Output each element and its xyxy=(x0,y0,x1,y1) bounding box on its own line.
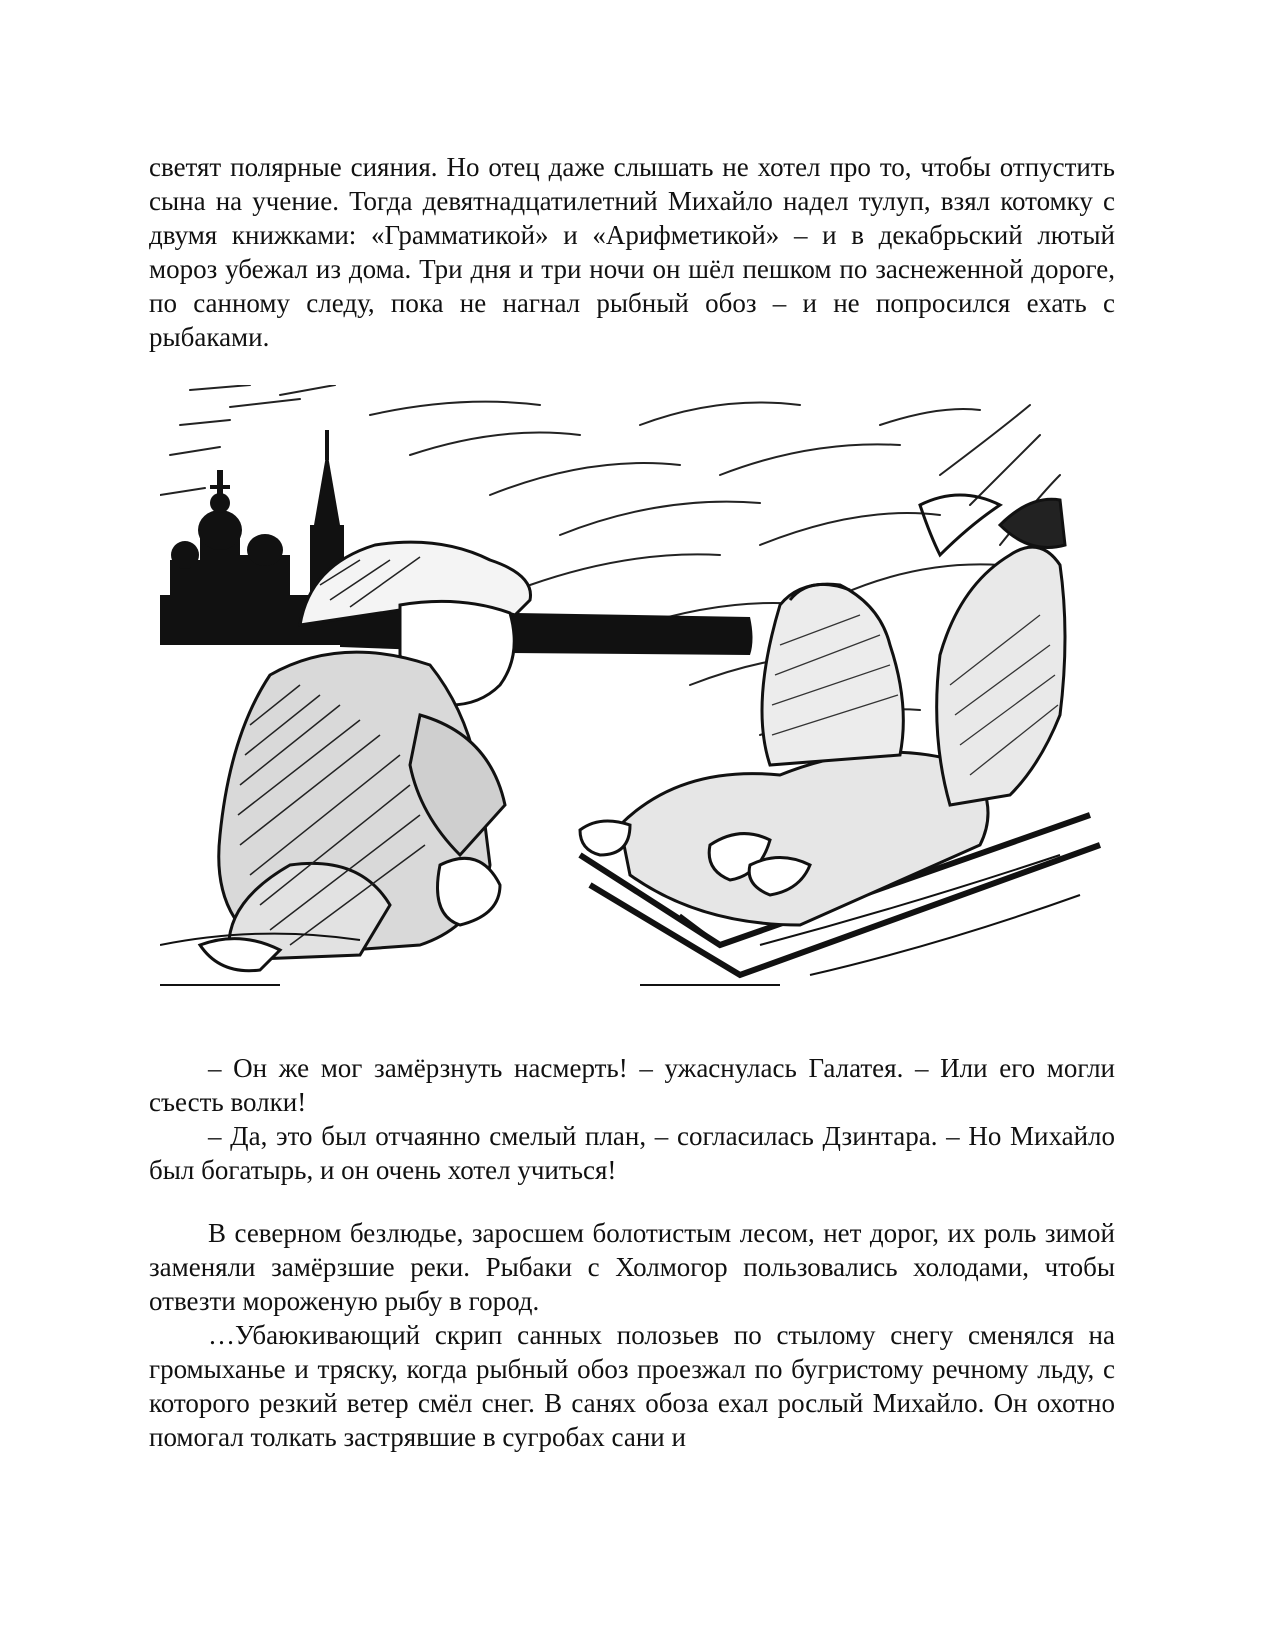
dialogue-line-1: – Он же мог замёрзнуть насмерть! – ужаснулась Галатея. – Или его могли съесть волки! xyxy=(149,1053,1115,1117)
paragraph-top-1: светят полярные сияния. Но отец даже слышать не хотел про то, чтобы отпустить сына на учение. Тогда девятнадцатилетний Михайло надел тулуп, взял котомку с двумя книжками: «Грамматикой» и «Арифметикой» – и в декабрьский лютый мороз убежал из дома. Три дня и три ночи он шёл пешком по заснеженной дороге, по санному следу, пока не нагнал рыбный обоз – и не попросился ехать с рыбаками. xyxy=(149,152,1115,352)
fish-sled xyxy=(580,752,1100,975)
illustration xyxy=(160,385,1115,1010)
top-text-block xyxy=(149,150,1115,354)
story-paragraph-2: …Убаюкивающий скрип санных полозьев по стылому снегу сменялся на громыханье и тряску, когда рыбный обоз проезжал по бугристому речному льду, с которого резкий ветер смёл снег. В санях обоза ехал рослый Михайло. Он охотно помогал толкать застрявшие в сугробах сани и xyxy=(149,1320,1115,1452)
story-paragraph-1: В северном безлюдье, заросшем болотистым лесом, нет дорог, их роль зимой заменяли замёрзшие реки. Рыбаки с Холмогор пользовались холодами, чтобы отвезти мороженую рыбу в город. xyxy=(149,1218,1115,1316)
ink-illustration-image xyxy=(160,385,1115,1010)
story-block xyxy=(149,1216,1115,1454)
dialogue-line-2: – Да, это был отчаянно смелый план, – согласилась Дзинтара. – Но Михайло был богатырь, и он очень хотел учиться! xyxy=(149,1121,1115,1185)
sled-driver xyxy=(762,584,903,765)
dialogue-block xyxy=(149,1051,1115,1187)
